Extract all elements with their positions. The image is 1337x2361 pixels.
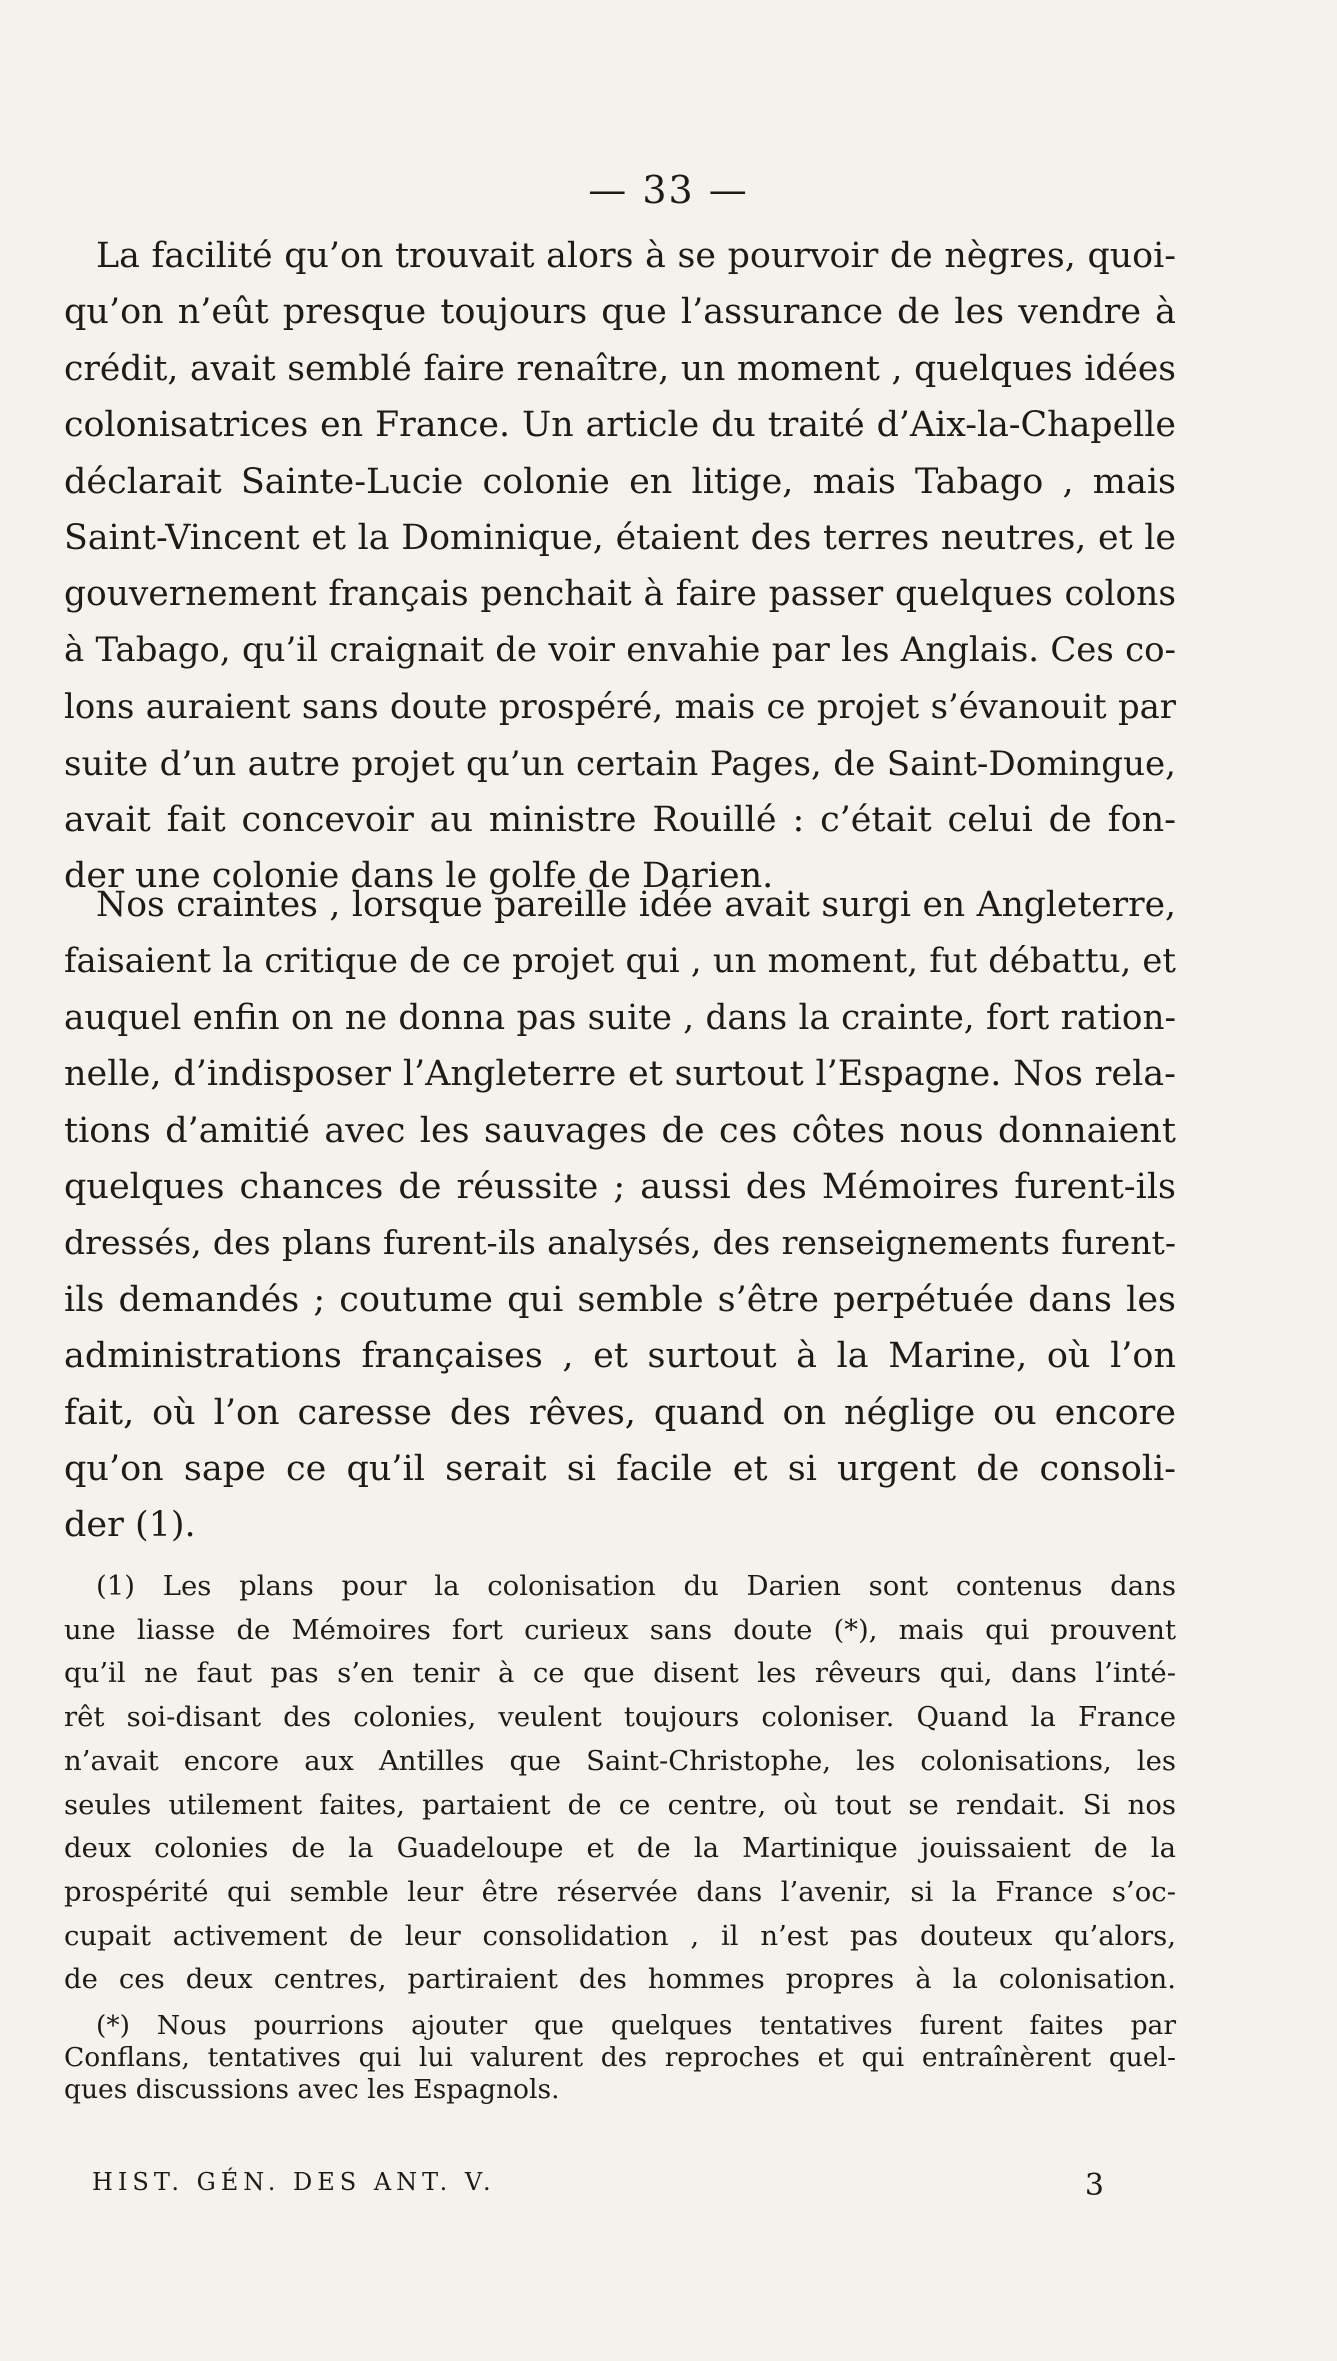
footnote-line: (1) Les plans pour la colonisation du Darien sont contenus dans bbox=[96, 1570, 1176, 1602]
text-line: administrations françaises , et surtout à la Marine, où l’on bbox=[64, 1336, 1176, 1377]
footnote-line: (*) Nous pourrions ajouter que quelques tentatives furent faites par bbox=[96, 2010, 1176, 2041]
text-line: crédit, avait semblé faire renaître, un moment , quelques idées bbox=[64, 348, 1176, 389]
text-line: gouvernement français penchait à faire passer quelques colons bbox=[64, 574, 1176, 615]
footnote-line: cupait activement de leur consolidation , il n’est pas douteux qu’alors, bbox=[64, 1919, 1176, 1952]
footnote-2 bbox=[64, 2010, 1176, 2106]
footnote-line: rêt soi-disant des colonies, veulent toujours coloniser. Quand la France bbox=[64, 1701, 1176, 1734]
text-line: déclarait Sainte-Lucie colonie en litige, mais Tabago , mais bbox=[64, 461, 1176, 502]
text-line: colonisatrices en France. Un article du traité d’Aix-la-Chapelle bbox=[64, 405, 1176, 446]
footnote-line: deux colonies de la Guadeloupe et de la Martinique jouissaient de la bbox=[64, 1832, 1176, 1865]
text-line: der une colonie dans le golfe de Darien. bbox=[64, 856, 774, 897]
text-line: lons auraient sans doute prospéré, mais ce projet s’évanouit par bbox=[64, 687, 1176, 727]
footnote-line: de ces deux centres, partiraient des hommes propres à la colonisation. bbox=[64, 1963, 1176, 1996]
paragraph-1 bbox=[64, 228, 1176, 905]
footnote-line: une liasse de Mémoires fort curieux sans doute (*), mais qui prouvent bbox=[64, 1613, 1176, 1646]
text-line: à Tabago, qu’il craignait de voir envahie par les Anglais. Ces co- bbox=[64, 630, 1176, 670]
footnote-line: seules utilement faites, partaient de ce centre, où tout se rendait. Si nos bbox=[64, 1788, 1176, 1821]
text-line: Saint-Vincent et la Dominique, étaient des terres neutres, et le bbox=[64, 518, 1176, 559]
text-line: nelle, d’indisposer l’Angleterre et surtout l’Espagne. Nos rela- bbox=[64, 1054, 1176, 1095]
text-line: suite d’un autre projet qu’un certain Pages, de Saint-Domingue, bbox=[64, 743, 1176, 784]
text-line: der (1). bbox=[64, 1505, 196, 1546]
footnote-line: ques discussions avec les Espagnols. bbox=[64, 2074, 560, 2105]
book-title-abbreviation: HIST. GÉN. DES ANT. V. bbox=[92, 2168, 496, 2196]
signature-mark: 3 bbox=[1084, 2168, 1104, 2203]
text-line: ils demandés ; coutume qui semble s’être perpétuée dans les bbox=[64, 1279, 1176, 1320]
text-line: qu’on n’eût presque toujours que l’assurance de les vendre à bbox=[64, 292, 1176, 333]
text-line: La facilité qu’on trouvait alors à se pourvoir de nègres, quoi- bbox=[96, 236, 1176, 276]
footnote-1 bbox=[64, 1565, 1176, 2002]
footnote-line: prospérité qui semble leur être réservée dans l’avenir, si la France s’oc- bbox=[64, 1875, 1176, 1908]
text-line: tions d’amitié avec les sauvages de ces côtes nous donnaient bbox=[64, 1110, 1176, 1151]
text-line: quelques chances de réussite ; aussi des Mémoires furent-ils bbox=[64, 1167, 1176, 1208]
text-line: qu’on sape ce qu’il serait si facile et si urgent de consoli- bbox=[64, 1449, 1176, 1490]
footnote-line: Conflans, tentatives qui lui valurent des reproches et qui entraînèrent quel- bbox=[64, 2042, 1176, 2073]
text-line: fait, où l’on caresse des rêves, quand on néglige ou encore bbox=[64, 1392, 1176, 1433]
page-number: — 33 — bbox=[588, 168, 749, 212]
text-line: auquel enfin on ne donna pas suite , dans la crainte, fort ration- bbox=[64, 997, 1176, 1038]
text-line: Nos craintes , lorsque pareille idée avait surgi en Angleterre, bbox=[96, 885, 1176, 925]
text-line: faisaient la critique de ce projet qui , un moment, fut débattu, et bbox=[64, 941, 1176, 981]
text-line: avait fait concevoir au ministre Rouillé : c’était celui de fon- bbox=[64, 800, 1176, 841]
footnote-line: n’avait encore aux Antilles que Saint-Christophe, les colonisations, les bbox=[64, 1744, 1176, 1777]
paragraph-2 bbox=[64, 877, 1176, 1554]
running-foot bbox=[92, 2168, 1104, 2203]
footnote-line: qu’il ne faut pas s’en tenir à ce que disent les rêveurs qui, dans l’inté- bbox=[64, 1657, 1176, 1690]
text-line: dressés, des plans furent-ils analysés, des renseignements furent- bbox=[64, 1223, 1176, 1263]
